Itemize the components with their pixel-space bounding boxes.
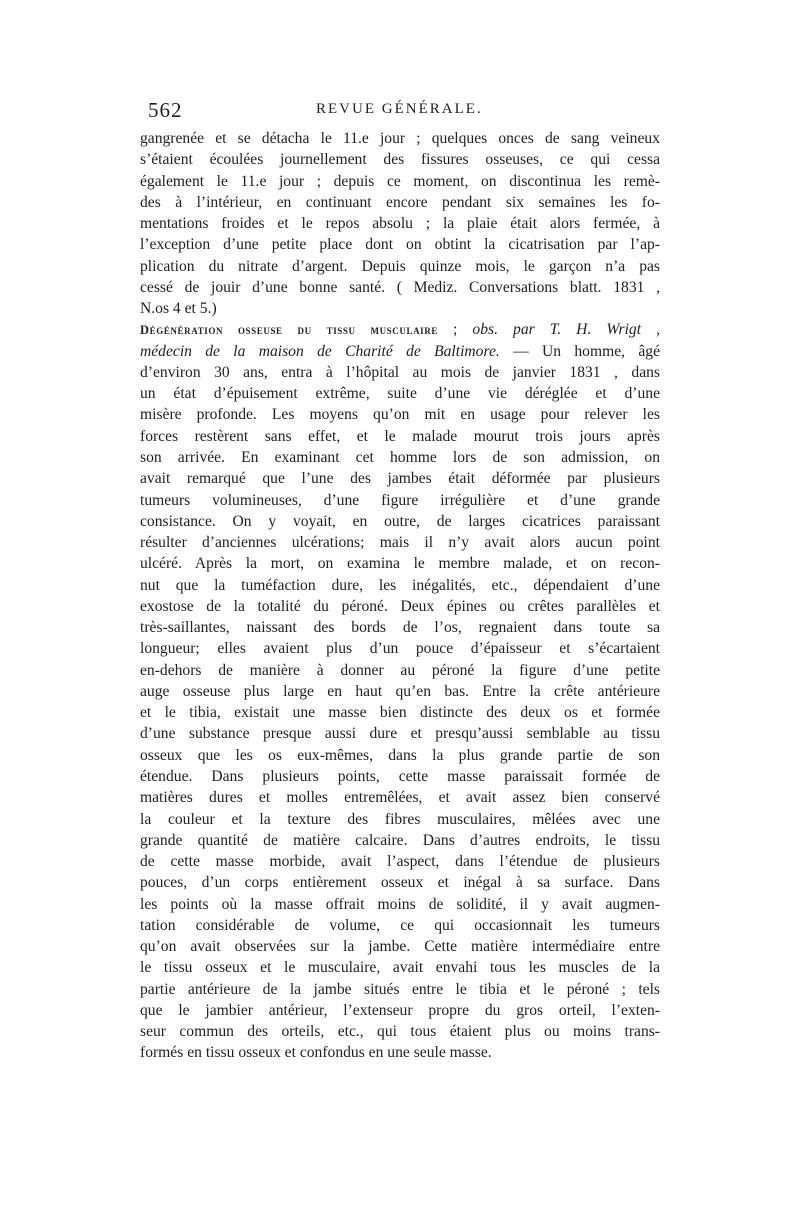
text-line: que le jambier antérieur, l’extenseur propre du gros orteil, l’exten- (140, 1001, 660, 1019)
text-line: nut que la tuméfaction dure, les inégalités, etc., dépendaient d’une (140, 576, 660, 594)
text-line: très-saillantes, naissant des bords de l’os, regnaient dans toute sa (140, 619, 660, 637)
text-line: s’étaient écoulées journellement des fissures osseuses, ce qui cessa (140, 151, 660, 169)
paragraph-continued (140, 128, 660, 319)
text-line: mentations froides et le repos absolu ; la plaie était alors fermée, à (140, 215, 660, 233)
page-number: 562 (148, 98, 183, 122)
text-line: seur commun des orteils, etc., qui tous étaient plus ou moins trans- (140, 1023, 660, 1041)
case-body (140, 362, 660, 1064)
text-line: misère profonde. Les moyens qu’on mit en usage pour relever les (140, 406, 660, 424)
case-heading: Dégénération osseuse du tissu musculaire (140, 323, 438, 338)
text-line: pouces, d’un corps entièrement osseux et inégal à sa surface. Dans (140, 874, 660, 892)
text-line: N.os 4 et 5.) (140, 300, 217, 318)
text-line: tumeurs volumineuses, d’une figure irrégulière et d’une grande (140, 491, 660, 509)
text-line: et le tibia, existait une masse bien distincte des deux os et formée (140, 704, 660, 722)
body-text (140, 128, 660, 1064)
text-line: son arrivée. En examinant cet homme lors de son admission, on (140, 448, 660, 466)
text-line: gangrenée et se détacha le 11.e jour ; quelques onces de sang veineux (140, 130, 660, 147)
text-line: forces restèrent sans effet, et le malade mourut trois jours après (140, 427, 660, 445)
text-line: étendue. Dans plusieurs points, cette masse paraissait formée de (140, 767, 660, 785)
running-title: REVUE GÉNÉRALE. (316, 101, 483, 117)
text-line: qu’on avait observées sur la jambe. Cette matière intermédiaire entre (140, 938, 660, 956)
case-opening: — Un homme, âgé (499, 342, 660, 360)
paragraph-case-report (140, 319, 660, 1063)
text-line: le tissu osseux et le musculaire, avait envahi tous les muscles de la (140, 959, 660, 977)
running-head (148, 98, 668, 124)
heading-separator: ; (438, 321, 458, 339)
text-line: auge osseuse plus large en haut qu’en bas. Entre la crête antérieure (140, 682, 660, 700)
text-line: consistance. On y voyait, en outre, de larges cicatrices paraissant (140, 512, 660, 530)
author-line (140, 341, 660, 362)
text-line: formés en tissu osseux et confondus en une seule masse. (140, 1044, 492, 1062)
text-line: l’exception d’une petite place dont on obtint la cicatrisation par l’ap- (140, 236, 660, 254)
text-line: osseux que les os eux-mêmes, dans la plus grande partie de son (140, 746, 660, 764)
case-heading-line (140, 319, 660, 340)
text-line: matières dures et molles entremêlées, et avait assez bien conservé (140, 789, 660, 807)
text-line: la couleur et la texture des fibres musculaires, mêlées avec une (140, 810, 660, 828)
text-line: en-dehors de manière à donner au péroné la figure d’une petite (140, 661, 660, 679)
text-line: partie antérieure de la jambe situés entre le tibia et le péroné ; tels (140, 980, 660, 998)
text-line: de cette masse morbide, avait l’aspect, dans l’étendue de plusieurs (140, 853, 660, 871)
text-line: avait remarqué que l’une des jambes était déformée par plusieurs (140, 470, 660, 488)
text-line: d’environ 30 ans, entra à l’hôpital au mois de janvier 1831 , dans (140, 363, 660, 381)
observation-author: obs. par T. H. Wrigt , (472, 321, 660, 339)
text-line: longueur; elles avaient plus d’un pouce d’épaisseur et s’écartaient (140, 640, 660, 658)
text-line: les points où la masse offrait moins de solidité, il y avait augmen- (140, 895, 660, 913)
text-line: exostose de la totalité du péroné. Deux épines ou crêtes parallèles et (140, 597, 660, 615)
text-line: également le 11.e jour ; depuis ce moment, on discontinua les remè- (140, 172, 660, 190)
text-line: ulcéré. Après la mort, on examina le membre malade, et on recon- (140, 555, 660, 573)
text-line: d’une substance presque aussi dure et presqu’aussi semblable au tissu (140, 725, 660, 743)
text-line: un état d’épuisement extrême, suite d’une vie déréglée et d’une (140, 385, 660, 403)
text-line: plication du nitrate d’argent. Depuis quinze mois, le garçon n’a pas (140, 257, 660, 275)
text-line: tation considérable de volume, ce qui occasionnait les tumeurs (140, 916, 660, 934)
text-line: cessé de jouir d’une bonne santé. ( Mediz. Conversations blatt. 1831 , (140, 278, 660, 296)
author-affiliation: médecin de la maison de Charité de Baltimore. (140, 342, 500, 360)
text-line: grande quantité de matière calcaire. Dans d’autres endroits, le tissu (140, 831, 660, 849)
text-line: des à l’intérieur, en continuant encore pendant six semaines les fo- (140, 193, 660, 211)
text-line: résulter d’anciennes ulcérations; mais il n’y avait alors aucun point (140, 534, 660, 552)
